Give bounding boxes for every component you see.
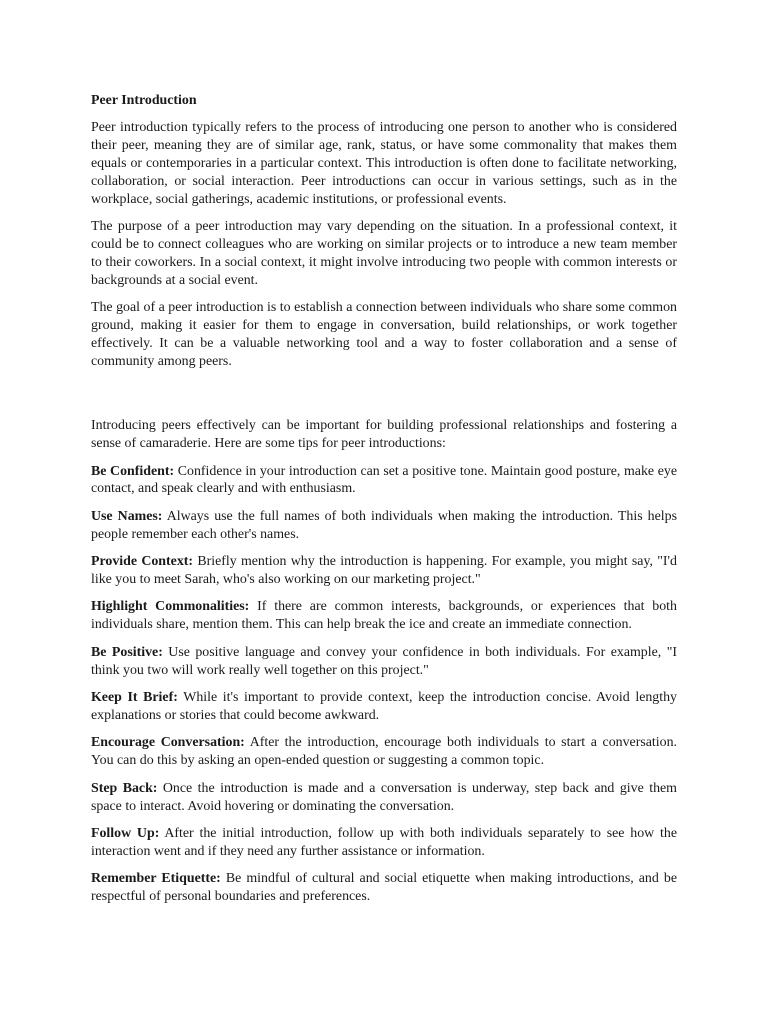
tip-text: Once the introduction is made and a conversation is underway, step back and give them space to interact. Avoid hovering or dominating the conversation. xyxy=(91,780,677,814)
tip-item xyxy=(91,780,677,816)
document-title: Peer Introduction xyxy=(91,93,197,108)
tip-term: Encourage Conversation: xyxy=(91,735,245,751)
tip-term: Use Names: xyxy=(91,508,163,524)
tip-term: Follow Up: xyxy=(91,826,160,841)
tip-text: Be mindful of cultural and social etiquette when making introductions, and be respectful of personal boundaries and preferences. xyxy=(91,871,677,905)
paragraph-purpose: The purpose of a peer introduction may vary depending on the situation. In a professional context, it could be to connect colleagues who are working on similar projects or to introduce a new team member to their coworkers. In a social context, it might involve introducing two people with common interests or backgrounds at a social event. xyxy=(91,218,677,288)
tip-item xyxy=(91,644,677,680)
tip-text: Always use the full names of both individuals when making the introduction. This helps people remember each other's names. xyxy=(91,508,677,542)
tip-text: If there are common interests, backgrounds, or experiences that both individuals share, mention them. This can help break the ice and create an immediate connection. xyxy=(91,599,677,633)
paragraph-goal: The goal of a peer introduction is to establish a connection between individuals who share some common ground, making it easier for them to engage in conversation, build relationships, or work together effectively. It can be a valuable networking tool and a way to foster collaboration and a sense of community among peers. xyxy=(91,300,677,369)
tip-term: Remember Etiquette: xyxy=(91,871,221,887)
tip-term: Provide Context: xyxy=(91,554,194,570)
tip-item xyxy=(91,689,677,725)
tip-text: Confidence in your introduction can set a positive tone. Maintain good posture, make eye contact, and speak clearly and with enthusiasm. xyxy=(91,463,677,497)
tip-item xyxy=(91,598,677,634)
tip-text: Use positive language and convey your confidence in both individuals. For example, "I think you two will work really well together on this project." xyxy=(91,644,678,678)
tip-item xyxy=(91,734,677,770)
tip-text: While it's important to provide context, keep the introduction concise. Avoid lengthy explanations or stories that could become awkward. xyxy=(91,690,677,723)
tip-item xyxy=(91,463,677,499)
document-page xyxy=(91,92,677,916)
paragraph-tips-intro: Introducing peers effectively can be important for building professional relationships and fostering a sense of camaraderie. Here are some tips for peer introductions: xyxy=(91,418,677,452)
tip-term: Step Back: xyxy=(91,780,158,796)
tip-term: Highlight Commonalities: xyxy=(91,599,250,615)
tip-term: Keep It Brief: xyxy=(91,690,178,706)
paragraph-definition: Peer introduction typically refers to the process of introducing one person to another who is considered their peer, meaning they are of similar age, rank, status, or have some commonality that makes them equals or contemporaries in a particular context. This introduction is often done to facilitate networking, collaboration, or social interaction. Peer introductions can occur in various settings, such as in the workplace, social gatherings, academic institutions, or professional events. xyxy=(91,119,677,207)
section-gap xyxy=(91,380,677,417)
tip-term: Be Positive: xyxy=(91,644,163,660)
tip-text: After the initial introduction, follow up with both individuals separately to see how the interaction went and if they need any further assistance or information. xyxy=(91,826,677,859)
tip-item xyxy=(91,553,677,589)
tip-text: After the introduction, encourage both individuals to start a conversation. You can do this by asking an open-ended question or suggesting a common topic. xyxy=(91,735,677,769)
tip-text: Briefly mention why the introduction is happening. For example, you might say, "I'd like you to meet Sarah, who's also working on our marketing project." xyxy=(91,554,678,588)
tip-item xyxy=(91,870,677,906)
tip-term: Be Confident: xyxy=(91,463,175,479)
tip-item xyxy=(91,825,677,861)
tip-item xyxy=(91,508,677,544)
